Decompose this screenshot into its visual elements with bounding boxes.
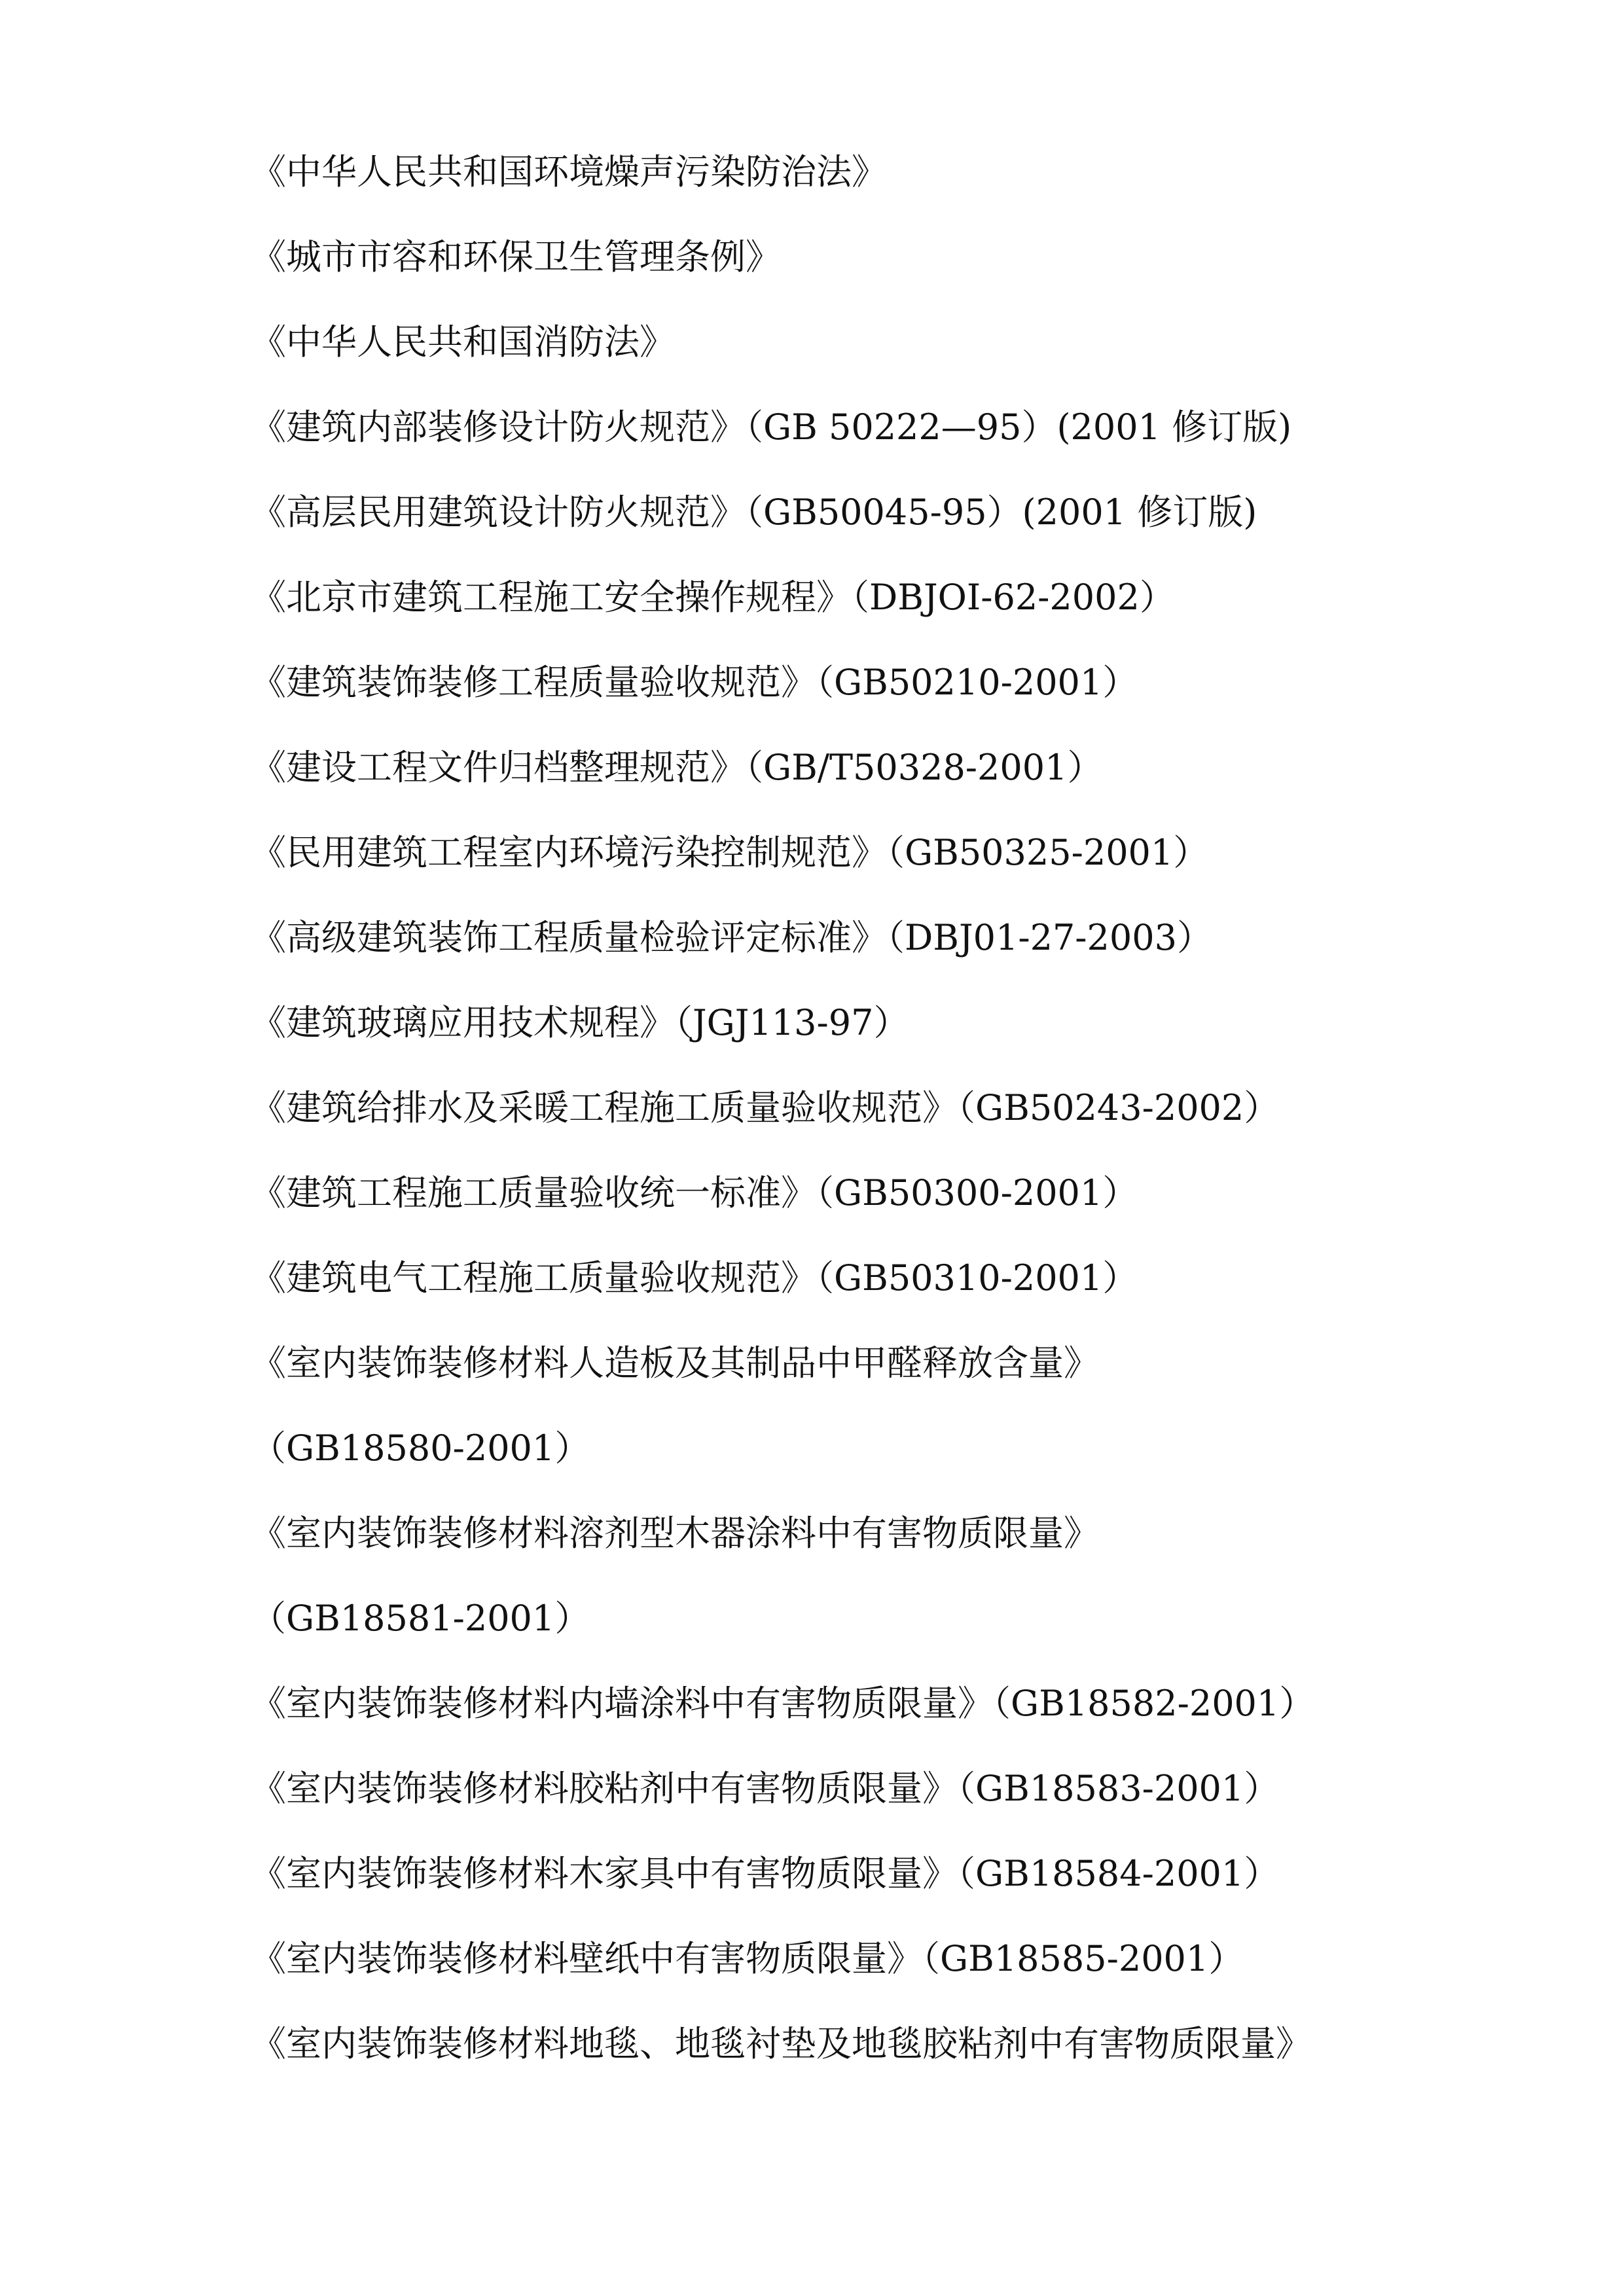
regulation-line: 《建筑内部装修设计防火规范》（GB 50222—95）(2001 修订版): [251, 406, 1292, 448]
regulation-line: 《建筑电气工程施工质量验收规范》（GB50310-2001）: [251, 1257, 1138, 1299]
regulation-code-line: （GB18581-2001）: [251, 1598, 590, 1639]
regulation-line: 《室内装饰装修材料壁纸中有害物质限量》（GB18585-2001）: [251, 1938, 1244, 1979]
regulation-line: 《中华人民共和国消防法》: [251, 321, 675, 363]
regulation-line: 《室内装饰装修材料溶剂型木器涂料中有害物质限量》: [251, 1513, 1099, 1554]
regulation-line: 《室内装饰装修材料内墙涂料中有害物质限量》（GB18582-2001）: [251, 1683, 1315, 1724]
regulation-line: 《室内装饰装修材料地毯、地毯衬垫及地毯胶粘剂中有害物质限量》: [251, 2023, 1311, 2064]
regulation-line: 《室内装饰装修材料人造板及其制品中甲醛释放含量》: [251, 1342, 1099, 1384]
regulation-line: 《建筑玻璃应用技术规程》（JGJ113-97）: [251, 1002, 909, 1043]
regulation-line: 《建筑工程施工质量验收统一标准》（GB50300-2001）: [251, 1172, 1138, 1213]
regulation-line: 《高层民用建筑设计防火规范》（GB50045-95）(2001 修订版): [251, 492, 1257, 533]
regulation-code-line: （GB18580-2001）: [251, 1427, 590, 1469]
regulation-line: 《建筑给排水及采暖工程施工质量验收规范》（GB50243-2002）: [251, 1087, 1280, 1128]
regulation-line: 《高级建筑装饰工程质量检验评定标准》（DBJ01-27-2003）: [251, 917, 1212, 958]
regulation-line: 《室内装饰装修材料胶粘剂中有害物质限量》（GB18583-2001）: [251, 1768, 1280, 1809]
regulation-line: 《建筑装饰装修工程质量验收规范》（GB50210-2001）: [251, 662, 1138, 703]
regulation-line: 《建设工程文件归档整理规范》（GB/T50328-2001）: [251, 747, 1103, 788]
regulation-line: 《中华人民共和国环境燥声污染防治法》: [251, 151, 887, 192]
regulation-line: 《北京市建筑工程施工安全操作规程》（DBJOI-62-2002）: [251, 577, 1175, 618]
regulation-line: 《民用建筑工程室内环境污染控制规范》（GB50325-2001）: [251, 832, 1209, 873]
regulation-line: 《室内装饰装修材料木家具中有害物质限量》（GB18584-2001）: [251, 1853, 1280, 1894]
regulation-line: 《城市市容和环保卫生管理条例》: [251, 236, 781, 278]
regulation-list: [251, 136, 1560, 2093]
